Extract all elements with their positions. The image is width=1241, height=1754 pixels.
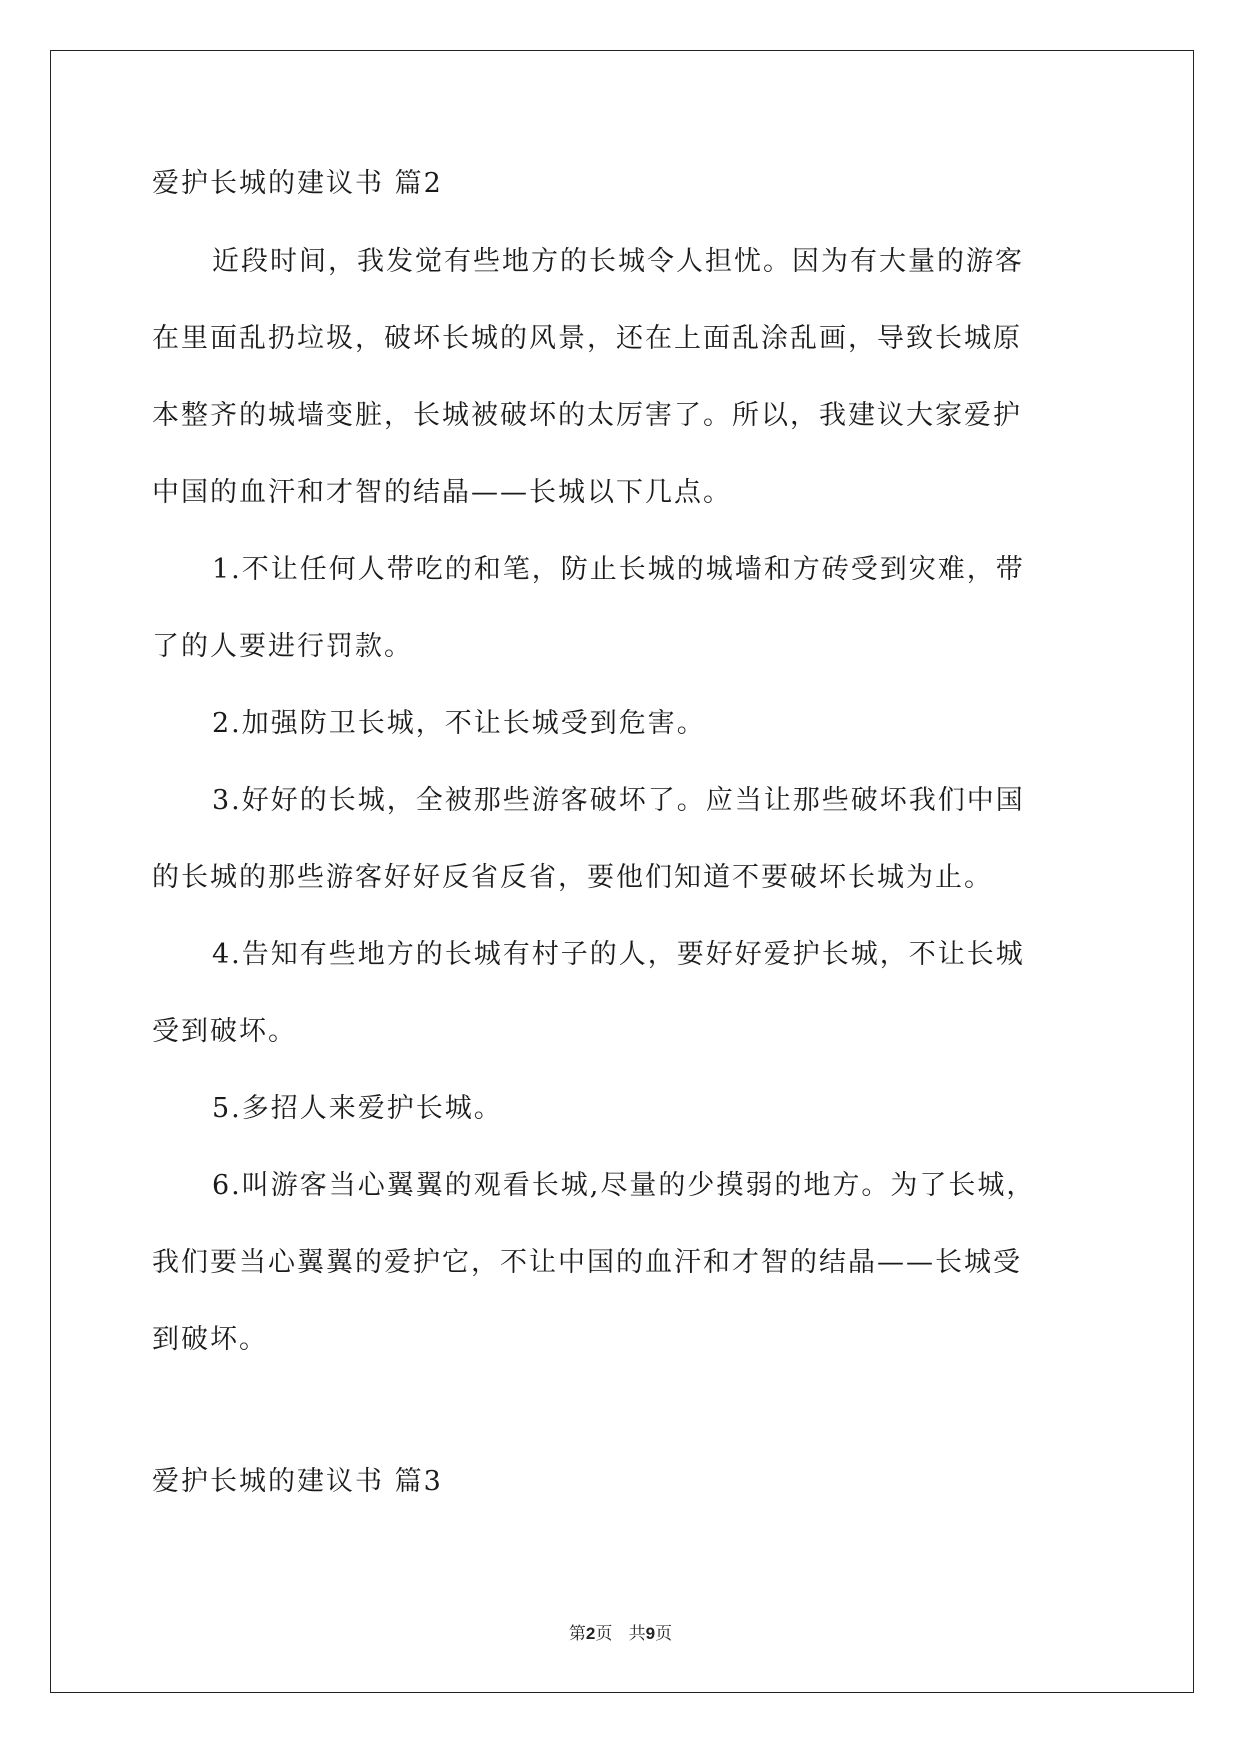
list-item-line: 受到破坏。 — [152, 1016, 297, 1047]
list-item-line: 的长城的那些游客好好反省反省，要他们知道不要破坏长城为止。 — [152, 862, 993, 893]
paragraph-line: 本整齐的城墙变脏，长城被破坏的太厉害了。所以，我建议大家爱护 — [152, 400, 1022, 431]
total-suffix: 页 — [655, 1624, 673, 1644]
paragraph-line: 中国的血汗和才智的结晶——长城以下几点。 — [152, 477, 732, 508]
list-item-line: 我们要当心翼翼的爱护它，不让中国的血汗和才智的结晶——长城受 — [152, 1247, 1022, 1278]
total-pages: 9 — [645, 1624, 656, 1643]
page-prefix: 第 — [568, 1624, 586, 1644]
list-item-line: 了的人要进行罚款。 — [152, 631, 413, 662]
list-item-line: 2.加强防卫长城，不让长城受到危害。 — [212, 708, 706, 739]
list-item-line: 4.告知有些地方的长城有村子的人，要好好爱护长城，不让长城 — [212, 939, 1025, 970]
list-item-line: 到破坏。 — [152, 1324, 268, 1355]
section-heading-3: 爱护长城的建议书 篇3 — [152, 1466, 443, 1497]
paragraph-line: 近段时间，我发觉有些地方的长城令人担忧。因为有大量的游客 — [212, 246, 1024, 277]
section-heading-2: 爱护长城的建议书 篇2 — [152, 168, 443, 199]
list-item-line: 5.多招人来爱护长城。 — [212, 1093, 503, 1124]
list-item-line: 3.好好的长城，全被那些游客破坏了。应当让那些破坏我们中国 — [212, 785, 1025, 816]
list-item-line: 6.叫游客当心翼翼的观看长城,尽量的少摸弱的地方。为了长城， — [212, 1170, 1036, 1201]
total-prefix: 共 — [628, 1624, 646, 1644]
page-number: 2 — [585, 1624, 596, 1643]
list-item-line: 1.不让任何人带吃的和笔，防止长城的城墙和方砖受到灾难，带 — [212, 554, 1025, 585]
paragraph-line: 在里面乱扔垃圾，破坏长城的风景，还在上面乱涂乱画，导致长城原 — [152, 323, 1022, 354]
page-suffix: 页 — [595, 1624, 613, 1644]
document-body — [152, 164, 1092, 1397]
page-footer — [0, 1619, 1241, 1644]
